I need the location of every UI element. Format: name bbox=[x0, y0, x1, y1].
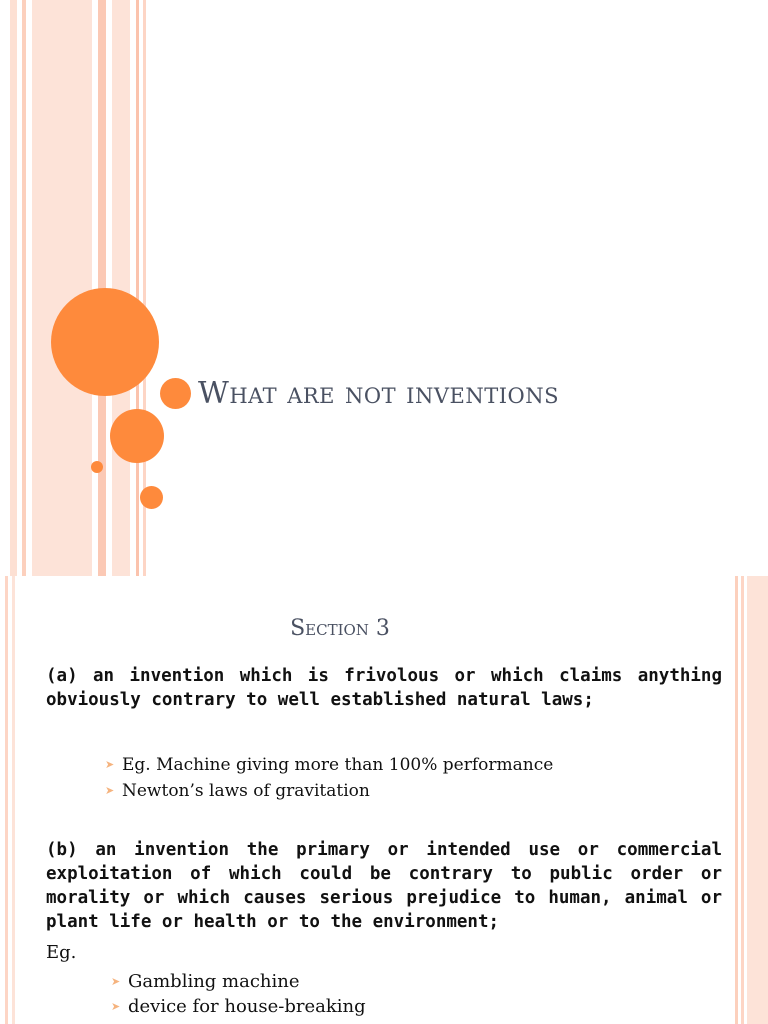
content-slide bbox=[0, 576, 768, 1024]
list-item-label: Gambling machine bbox=[128, 971, 300, 992]
clause-a-text: (a) an invention which is frivolous or which claims anything obviously contrary to well established natural laws; bbox=[46, 666, 722, 710]
list-item-label: Newton’s laws of gravitation bbox=[122, 781, 370, 801]
slide-title: What are not inventions bbox=[198, 376, 560, 411]
list-item-label: Eg. Machine giving more than 100% performance bbox=[122, 755, 554, 775]
list-item bbox=[105, 778, 553, 804]
decor-stripe bbox=[32, 0, 92, 576]
decor-stripe bbox=[12, 576, 15, 1024]
list-item bbox=[111, 969, 366, 994]
clause-b-examples bbox=[111, 969, 366, 1019]
clause-b-text: (b) an invention the primary or intended use or commercial exploitation of which could be contrary to public order or morality or which causes serious prejudice to human, animal or plant life or health or to the environment; bbox=[46, 840, 722, 932]
arrow-bullet-icon: ➤ bbox=[111, 975, 121, 988]
decor-stripe bbox=[747, 576, 768, 1024]
decor-circle-small bbox=[140, 486, 163, 509]
decor-circle-tiny bbox=[91, 461, 103, 473]
decor-stripe bbox=[136, 0, 139, 576]
section-title: Section 3 bbox=[290, 616, 390, 641]
decor-stripe bbox=[741, 576, 744, 1024]
list-item bbox=[105, 752, 554, 778]
decor-circle-small bbox=[160, 378, 191, 409]
decor-stripe bbox=[5, 576, 8, 1024]
example-label: Eg. bbox=[46, 942, 77, 963]
arrow-bullet-icon: ➤ bbox=[105, 758, 115, 771]
decor-circle-medium bbox=[110, 409, 164, 463]
decor-circle-large bbox=[51, 288, 159, 396]
decor-stripe bbox=[22, 0, 26, 576]
arrow-bullet-icon: ➤ bbox=[111, 1000, 121, 1013]
list-item-label: device for house-breaking bbox=[128, 996, 366, 1017]
arrow-bullet-icon: ➤ bbox=[105, 784, 115, 797]
decor-stripe bbox=[10, 0, 17, 576]
list-item bbox=[111, 994, 366, 1019]
decor-stripe bbox=[735, 576, 738, 1024]
clause-a-examples bbox=[105, 752, 554, 804]
